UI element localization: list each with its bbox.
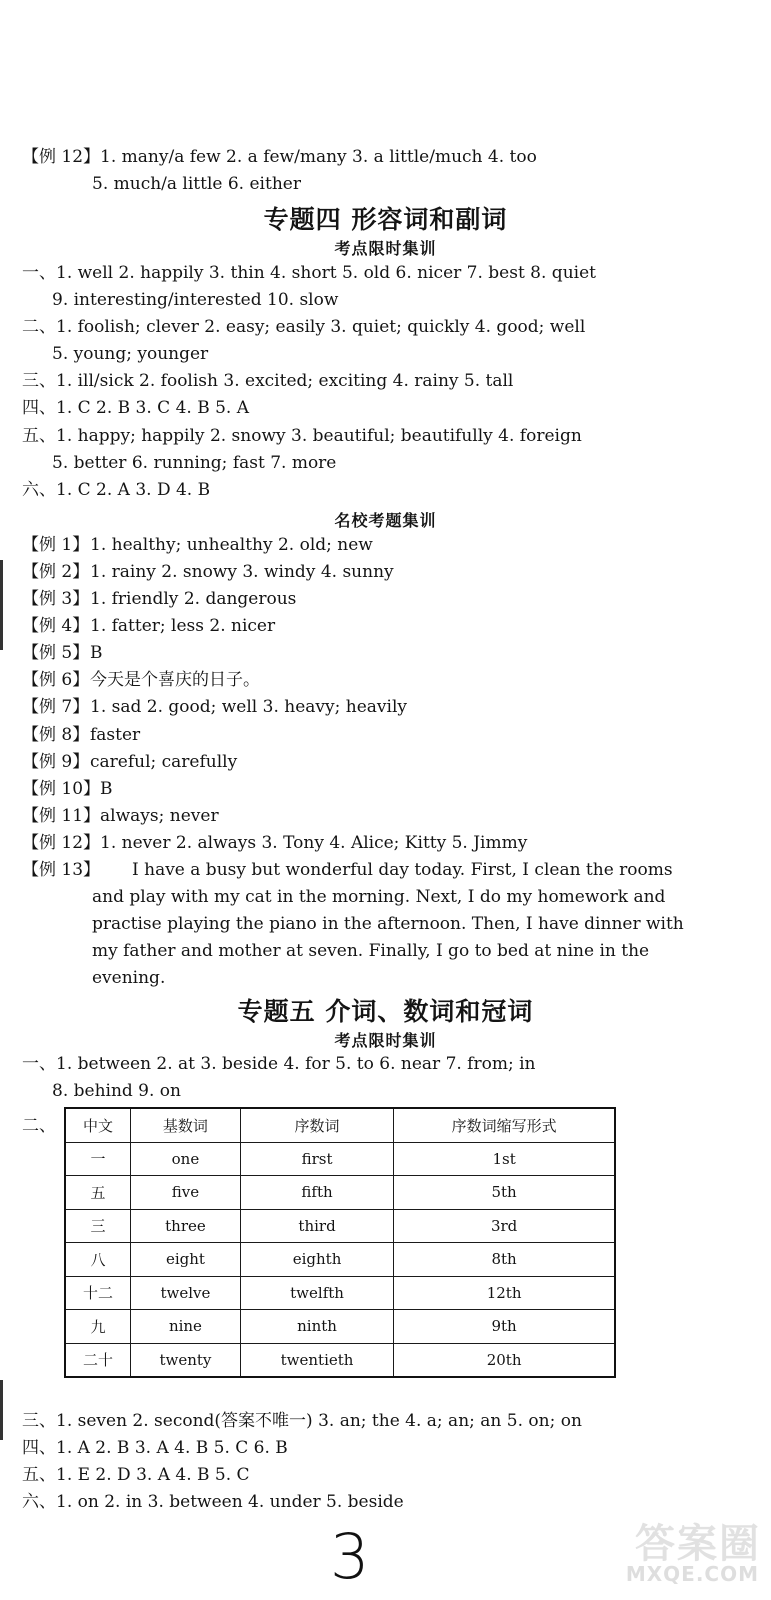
s4-item-2-cont: 5. young; younger bbox=[52, 344, 209, 364]
table-cell: 1st bbox=[394, 1142, 615, 1176]
scan-edge-mark bbox=[0, 1380, 3, 1440]
s4-item-5: 五、1. happy; happily 2. snowy 3. beautiful; beautifully 4. foreign bbox=[22, 426, 582, 446]
s5-item-5: 五、1. E 2. D 3. A 4. B 5. C bbox=[22, 1465, 250, 1485]
s4-item-1: 一、1. well 2. happily 3. thin 4. short 5. old 6. nicer 7. best 8. quiet bbox=[22, 263, 596, 283]
table-cell: eighth bbox=[240, 1243, 393, 1277]
s5-item-2-label: 二、 bbox=[22, 1116, 56, 1136]
table-cell: ninth bbox=[240, 1310, 393, 1344]
table-cell: 3rd bbox=[394, 1209, 615, 1243]
table-cell: nine bbox=[130, 1310, 240, 1344]
ordinal-number-table bbox=[64, 1107, 616, 1378]
table-cell: 9th bbox=[394, 1310, 615, 1344]
table-cell: one bbox=[130, 1142, 240, 1176]
section-5-subtitle-1: 考点限时集训 bbox=[334, 1031, 437, 1050]
table-header-chinese: 中文 bbox=[65, 1108, 130, 1142]
table-cell: three bbox=[130, 1209, 240, 1243]
s4-example-10: 【例 10】B bbox=[22, 779, 113, 799]
table-cell: 五 bbox=[65, 1176, 130, 1210]
scan-edge-mark bbox=[0, 560, 3, 650]
s4-example-3: 【例 3】1. friendly 2. dangerous bbox=[22, 589, 297, 609]
table-cell: 九 bbox=[65, 1310, 130, 1344]
table-header-cardinal: 基数词 bbox=[130, 1108, 240, 1142]
watermark-text: 答案圈 bbox=[635, 1521, 761, 1567]
s4-example-8: 【例 8】faster bbox=[22, 725, 141, 745]
s4-item-5-cont: 5. better 6. running; fast 7. more bbox=[52, 453, 337, 473]
s4-example-13: 【例 13】 I have a busy but wonderful day today. First, I clean the rooms bbox=[22, 860, 673, 880]
s4-example-9: 【例 9】careful; carefully bbox=[22, 752, 238, 772]
s4-example-1: 【例 1】1. healthy; unhealthy 2. old; new bbox=[22, 535, 373, 555]
s4-example-5: 【例 5】B bbox=[22, 643, 103, 663]
table-cell: 12th bbox=[394, 1276, 615, 1310]
watermark-logo bbox=[591, 1510, 761, 1590]
s4-example-13-line-4: my father and mother at seven. Finally, I go to bed at nine in the bbox=[92, 941, 650, 961]
table-row bbox=[65, 1310, 615, 1344]
table-cell: twenty bbox=[130, 1343, 240, 1377]
table-cell: twelve bbox=[130, 1276, 240, 1310]
table-cell: 一 bbox=[65, 1142, 130, 1176]
table-row bbox=[65, 1343, 615, 1377]
s4-item-3: 三、1. ill/sick 2. foolish 3. excited; exciting 4. rainy 5. tall bbox=[22, 371, 514, 391]
s5-item-1: 一、1. between 2. at 3. beside 4. for 5. to 6. near 7. from; in bbox=[22, 1054, 536, 1074]
section-4-subtitle-1: 考点限时集训 bbox=[334, 239, 437, 258]
table-cell: 8th bbox=[394, 1243, 615, 1277]
section-4-title: 专题四 形容词和副词 bbox=[263, 205, 508, 234]
table-cell: 二十 bbox=[65, 1343, 130, 1377]
s5-item-6: 六、1. on 2. in 3. between 4. under 5. beside bbox=[22, 1492, 404, 1512]
example-12-top-cont: 5. much/a little 6. either bbox=[92, 174, 301, 194]
table-cell: five bbox=[130, 1176, 240, 1210]
watermark-url: MXQE.COM bbox=[625, 1562, 759, 1586]
table-cell: twentieth bbox=[240, 1343, 393, 1377]
s4-example-6: 【例 6】今天是个喜庆的日子。 bbox=[22, 670, 260, 690]
table-cell: 十二 bbox=[65, 1276, 130, 1310]
section-4-subtitle-2: 名校考题集训 bbox=[334, 511, 437, 530]
s4-example-2: 【例 2】1. rainy 2. snowy 3. windy 4. sunny bbox=[22, 562, 394, 582]
table-cell: twelfth bbox=[240, 1276, 393, 1310]
table-row bbox=[65, 1209, 615, 1243]
table-header-row bbox=[65, 1108, 615, 1142]
s4-item-6: 六、1. C 2. A 3. D 4. B bbox=[22, 480, 211, 500]
table-row bbox=[65, 1276, 615, 1310]
table-row bbox=[65, 1176, 615, 1210]
s4-example-4: 【例 4】1. fatter; less 2. nicer bbox=[22, 616, 276, 636]
table-cell: 三 bbox=[65, 1209, 130, 1243]
s4-example-11: 【例 11】always; never bbox=[22, 806, 219, 826]
s5-item-3: 三、1. seven 2. second(答案不唯一) 3. an; the 4. a; an; an 5. on; on bbox=[22, 1411, 582, 1431]
s4-example-13-line-2: and play with my cat in the morning. Next, I do my homework and bbox=[92, 887, 666, 907]
s4-example-12: 【例 12】1. never 2. always 3. Tony 4. Alice; Kitty 5. Jimmy bbox=[22, 833, 528, 853]
table-cell: fifth bbox=[240, 1176, 393, 1210]
table-row bbox=[65, 1142, 615, 1176]
example-12-top: 【例 12】1. many/a few 2. a few/many 3. a little/much 4. too bbox=[22, 147, 537, 167]
s4-example-13-line-3: practise playing the piano in the afternoon. Then, I have dinner with bbox=[92, 914, 684, 934]
s4-example-7: 【例 7】1. sad 2. good; well 3. heavy; heavily bbox=[22, 697, 407, 717]
table-cell: first bbox=[240, 1142, 393, 1176]
table-row bbox=[65, 1243, 615, 1277]
s4-item-4: 四、1. C 2. B 3. C 4. B 5. A bbox=[22, 398, 250, 418]
s4-item-2: 二、1. foolish; clever 2. easy; easily 3. quiet; quickly 4. good; well bbox=[22, 317, 586, 337]
s4-example-13-line-5: evening. bbox=[92, 968, 166, 988]
s4-item-1-cont: 9. interesting/interested 10. slow bbox=[52, 290, 339, 310]
table-cell: eight bbox=[130, 1243, 240, 1277]
table-cell: third bbox=[240, 1209, 393, 1243]
table-header-ordinal: 序数词 bbox=[240, 1108, 393, 1142]
table-cell: 八 bbox=[65, 1243, 130, 1277]
table-cell: 5th bbox=[394, 1176, 615, 1210]
s5-item-4: 四、1. A 2. B 3. A 4. B 5. C 6. B bbox=[22, 1438, 288, 1458]
s5-item-1-cont: 8. behind 9. on bbox=[52, 1081, 181, 1101]
page-number: 3 bbox=[330, 1520, 370, 1593]
table-cell: 20th bbox=[394, 1343, 615, 1377]
section-5-title: 专题五 介词、数词和冠词 bbox=[237, 997, 534, 1026]
table-header-abbreviation: 序数词缩写形式 bbox=[394, 1108, 615, 1142]
